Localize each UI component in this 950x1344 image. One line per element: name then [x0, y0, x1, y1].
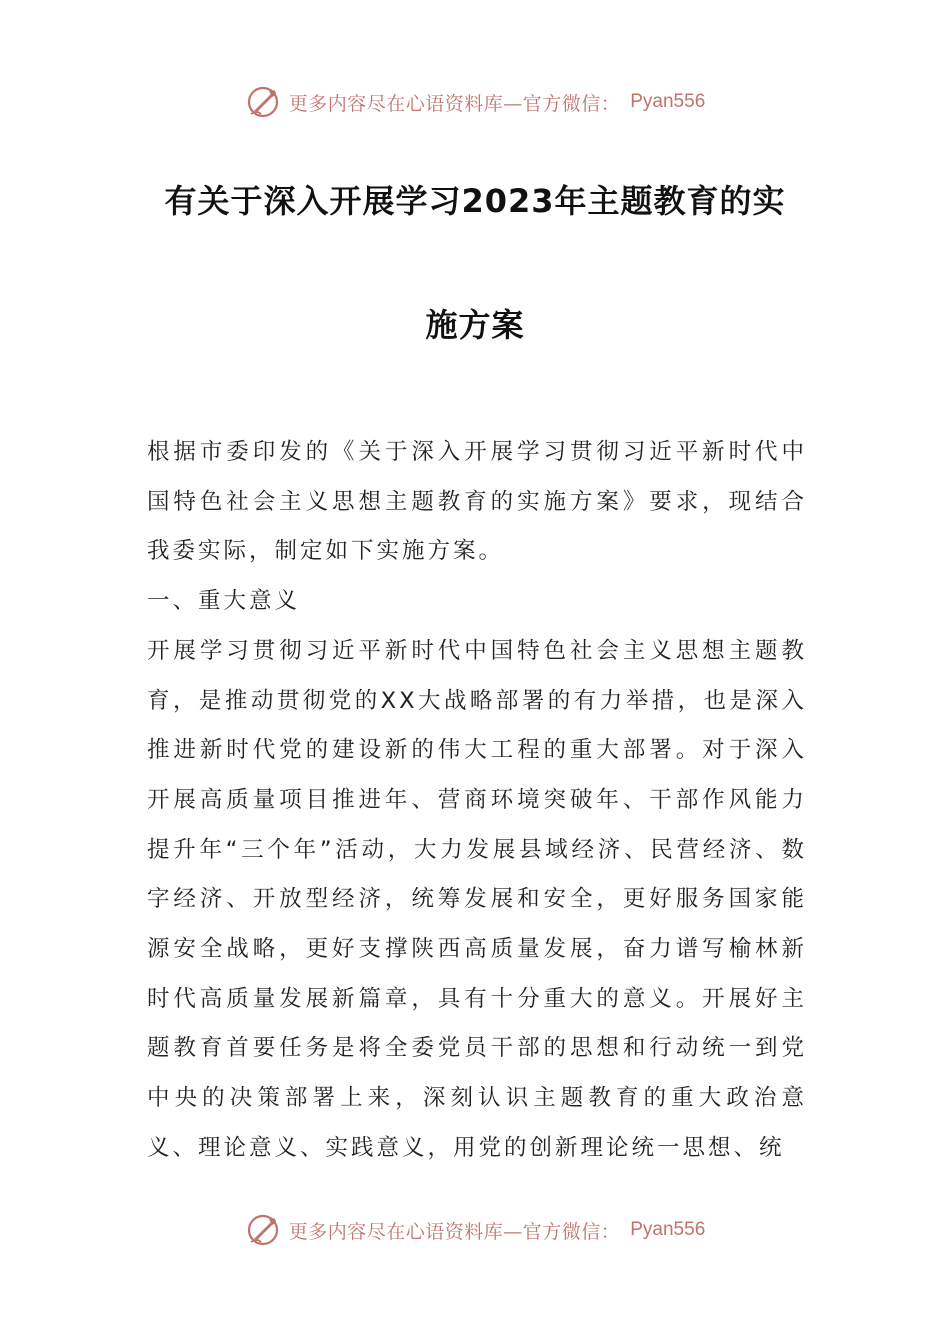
quill-logo-icon	[245, 1212, 281, 1248]
header-watermark	[0, 80, 950, 124]
footer-watermark	[0, 1208, 950, 1252]
intro-paragraph: 根据市委印发的《关于深入开展学习贯彻习近平新时代中国特色社会主义思想主题教育的实施方案》要求，现结合我委实际，制定如下实施方案。	[147, 439, 807, 565]
section-paragraph: 开展学习贯彻习近平新时代中国特色社会主义思想主题教育，是推动贯彻党的XX大战略部署的有力举措，也是深入推进新时代党的建设新的伟大工程的重大部署。对于深入开展高质量项目推进年、营商环境突破年、干部作风能力提升年“三个年”活动，大力发展县域经济、民营经济、数字经济、开放型经济，统筹发展和安全，更好服务国家能源安全战略，更好支撑陕西高质量发展，奋力谱写榆林新时代高质量发展新篇章，具有十分重大的意义。开展好主题教育首要任务是将全委党员干部的思想和行动统一到党中央的决策部署上来，深刻认识主题教育的重大政治意义、理论意义、实践意义，用党的创新理论统一思想、统	[147, 637, 807, 1161]
document-title-line1: 有关于深入开展学习2023年主题教育的实	[164, 182, 786, 220]
section-heading: 一、重大意义	[147, 588, 301, 615]
watermark-wechat-id: Pyan556	[630, 91, 706, 112]
quill-logo-icon	[245, 84, 281, 120]
watermark-text: 更多内容尽在心语资料库—官方微信：	[288, 92, 621, 115]
watermark-wechat-id: Pyan556	[630, 1219, 706, 1240]
document-title-line2: 施方案	[425, 306, 525, 344]
document-body	[147, 428, 807, 1174]
watermark-text: 更多内容尽在心语资料库—官方微信：	[288, 1220, 621, 1243]
